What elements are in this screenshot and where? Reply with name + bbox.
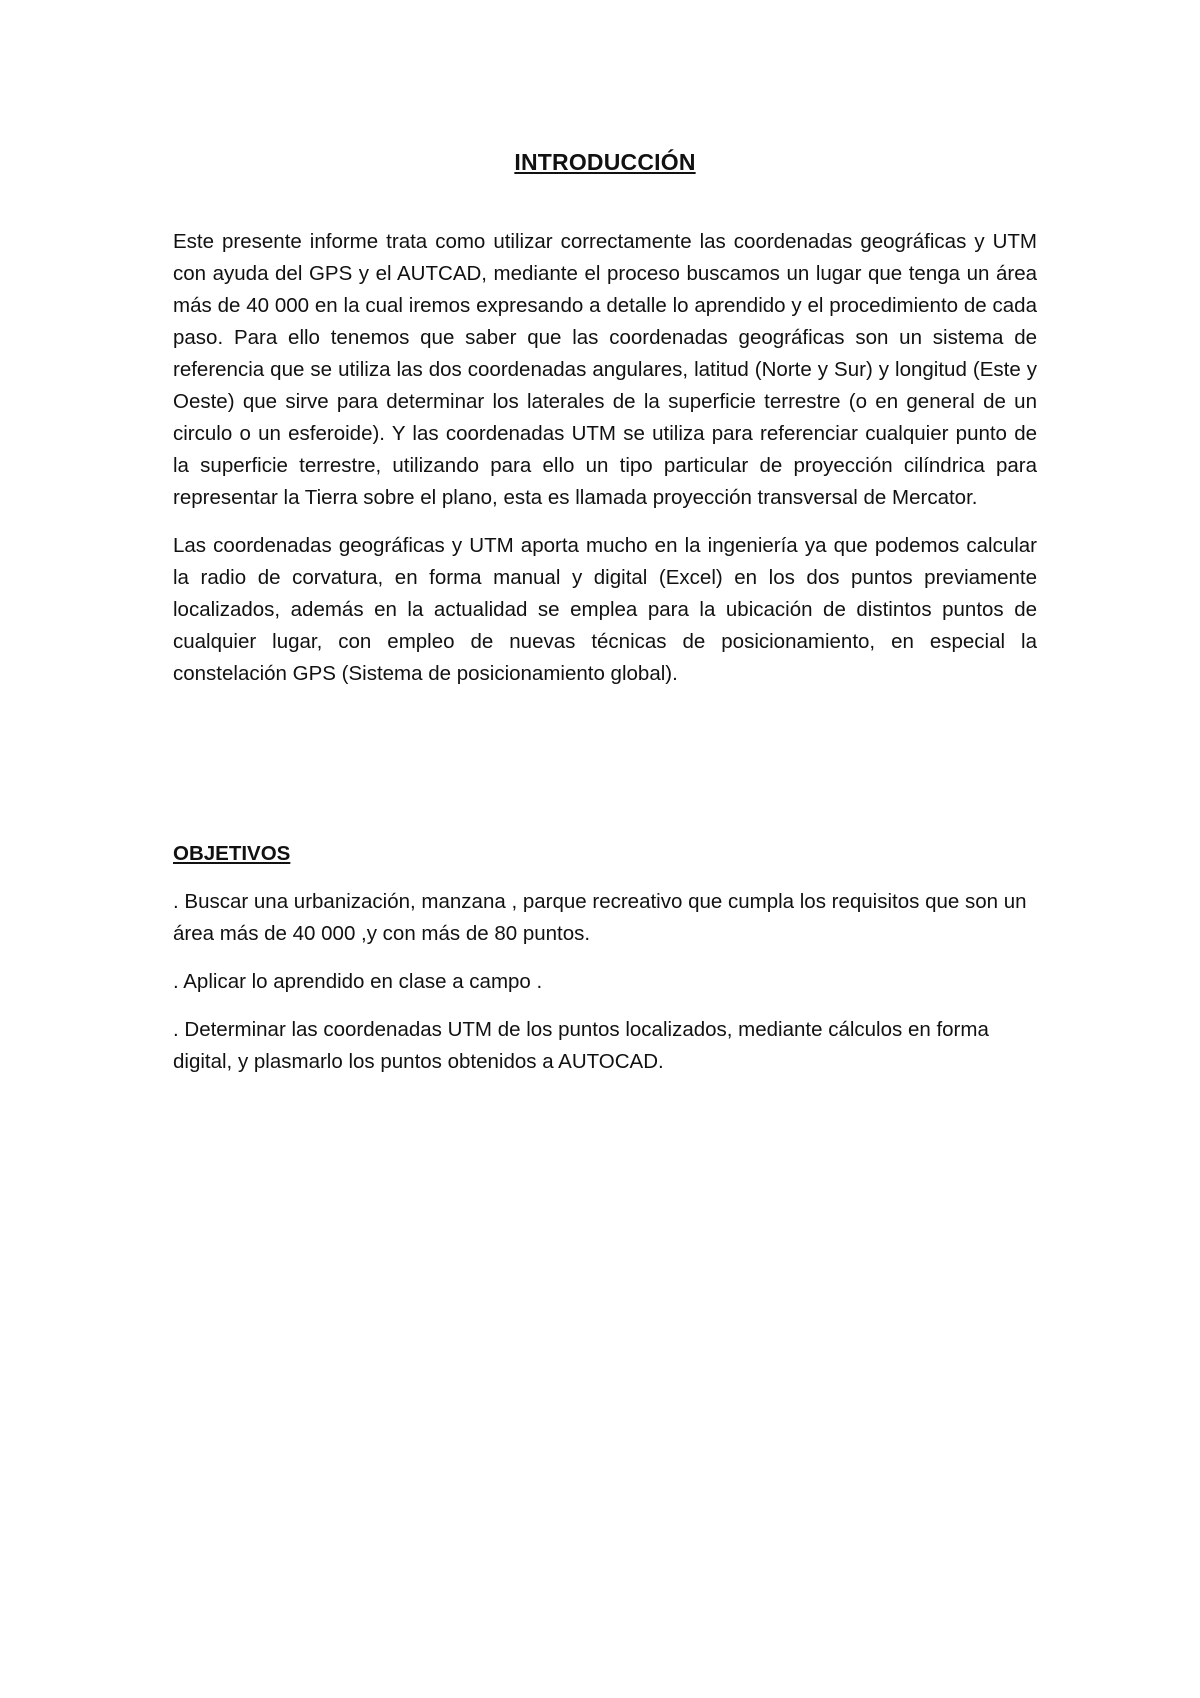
objectives-heading: OBJETIVOS bbox=[173, 842, 291, 865]
page-title: INTRODUCCIÓN bbox=[514, 149, 696, 175]
document-body bbox=[173, 146, 1037, 1094]
intro-paragraph-1: Este presente informe trata como utilizar correctamente las coordenadas geográficas y UTM con ayuda del GPS y el AUTCAD, mediante el proceso buscamos un lugar que tenga un área más de 40 000 en la cual iremos expresando a detalle lo aprendido y el procedimiento de cada paso. Para ello tenemos que saber que las coordenadas geográficas son un sistema de referencia que se utiliza las dos coordenadas angulares, latitud (Norte y Sur) y longitud (Este y Oeste) que sirve para determinar los laterales de la superficie terrestre (o en general de un circulo o un esferoide). Y las coordenadas UTM se utiliza para referenciar cualquier punto de la superficie terrestre, utilizando para ello un tipo particular de proyección cilíndrica para representar la Tierra sobre el plano, esta es llamada proyección transversal de Mercator. bbox=[173, 230, 1037, 509]
objective-item-1: . Buscar una urbanización, manzana , parque recreativo que cumpla los requisitos que son un área más de 40 000 ,y con más de 80 puntos. bbox=[173, 890, 1027, 945]
objective-item-3: . Determinar las coordenadas UTM de los puntos localizados, mediante cálculos en forma digital, y plasmarlo los puntos obtenidos a AUTOCAD. bbox=[173, 1018, 989, 1073]
introduction-section bbox=[173, 226, 1037, 690]
objectives-section bbox=[173, 838, 1037, 1078]
objective-item-2: . Aplicar lo aprendido en clase a campo . bbox=[173, 970, 543, 993]
intro-paragraph-2: Las coordenadas geográficas y UTM aporta mucho en la ingeniería ya que podemos calcular la radio de corvatura, en forma manual y digital (Excel) en los dos puntos previamente localizados, además en la actualidad se emplea para la ubicación de distintos puntos de cualquier lugar, con empleo de nuevas técnicas de posicionamiento, en especial la constelación GPS (Sistema de posicionamiento global). bbox=[173, 534, 1037, 685]
